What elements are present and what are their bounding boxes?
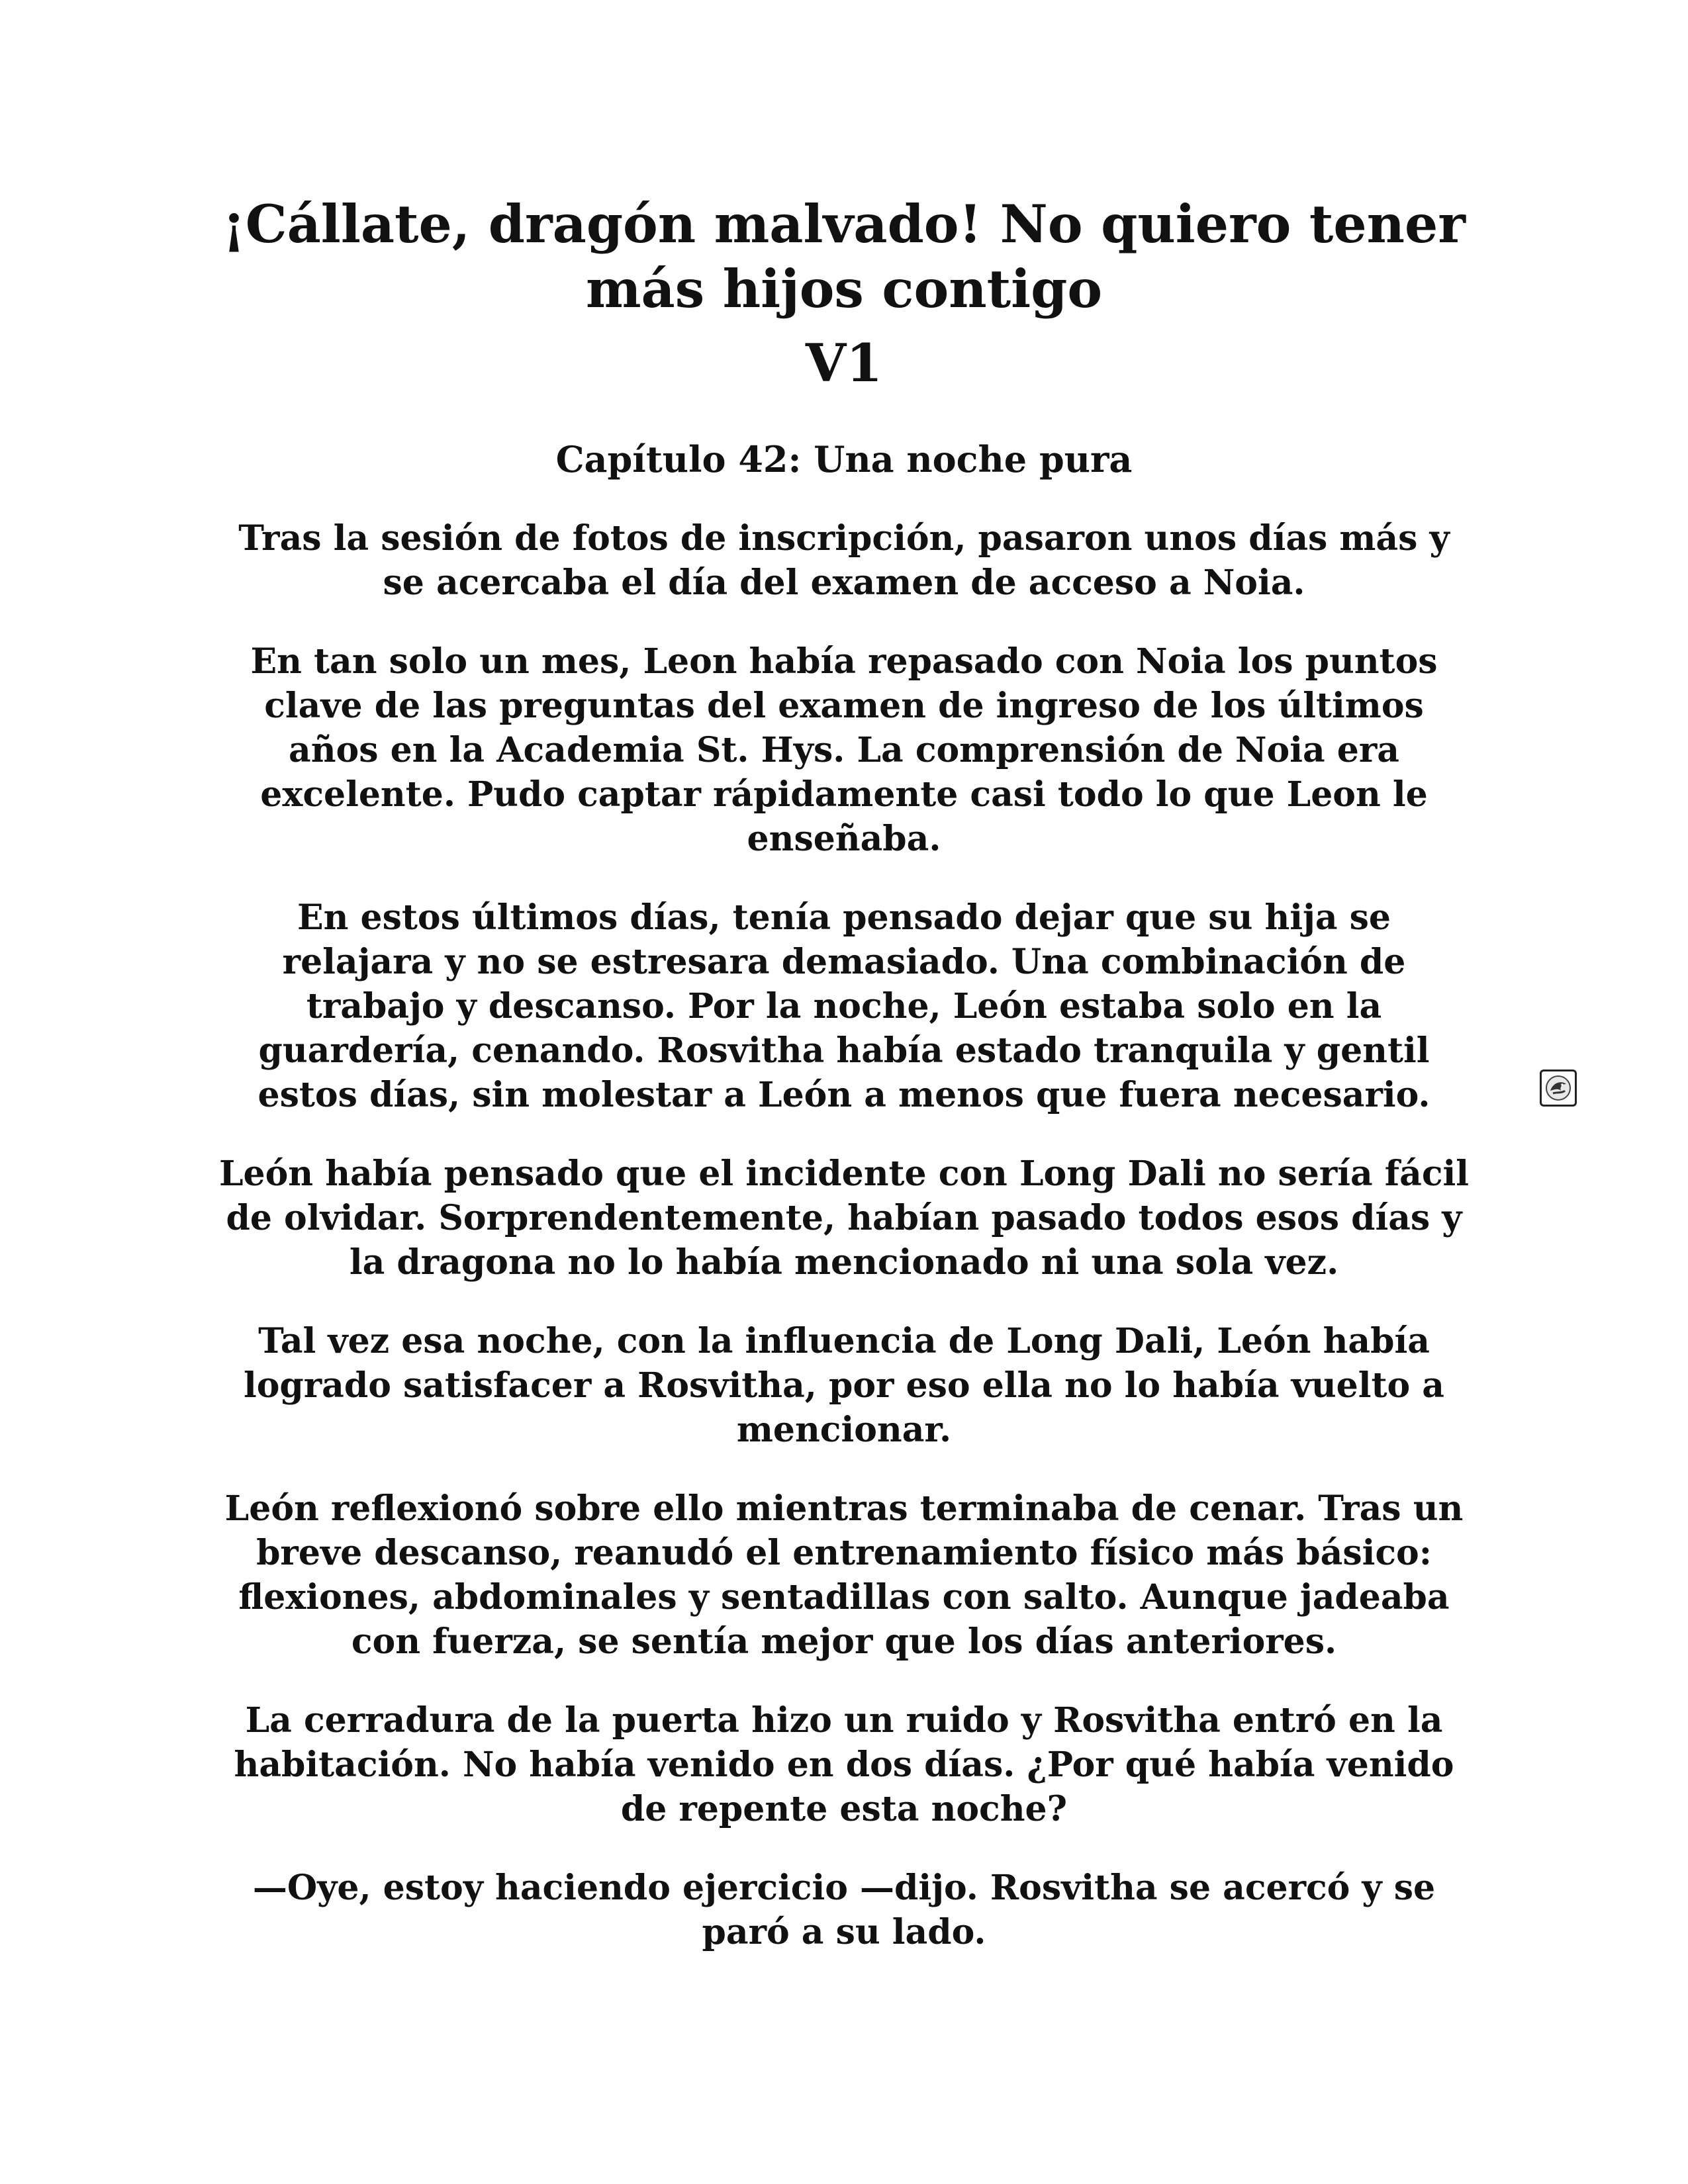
paragraph-8: —Oye, estoy haciendo ejercicio —dijo. Rosvitha se acercó y se paró a su lado. [252, 1868, 1436, 1952]
dragon-badge-graphic [1544, 1073, 1573, 1103]
paragraph-6: León reflexionó sobre ello mientras terminaba de cenar. Tras un breve descanso, reanudó el entrenamiento físico más básico: flexiones, abdominales y sentadillas con salto. Aunque jadeaba con fuerza, se sentía mejor que los días anteriores. [224, 1488, 1464, 1662]
document-page [218, 192, 1470, 1954]
volume-label: V1 [805, 332, 883, 394]
paragraph-5: Tal vez esa noche, con la influencia de Long Dali, León había logrado satisfacer a Rosvitha, por eso ella no lo había vuelto a mencionar. [243, 1321, 1444, 1450]
paragraph-2: En tan solo un mes, Leon había repasado con Noia los puntos clave de las preguntas del examen de ingreso de los últimos años en la Academia St. Hys. La comprensión de Noia era excelente. Pudo captar rápidamente casi todo lo que Leon le enseñaba. [250, 641, 1438, 859]
paragraph-4: León había pensado que el incidente con Long Dali no sería fácil de olvidar. Sorprendentemente, habían pasado todos esos días y la dragona no lo había mencionado ni una sola vez. [218, 1154, 1470, 1283]
document-title: ¡Cállate, dragón malvado! No quiero tener más hijos contigo [222, 193, 1466, 320]
paragraph-7: La cerradura de la puerta hizo un ruido y Rosvitha entró en la habitación. No había venido en dos días. ¿Por qué había venido de repente esta noche? [234, 1700, 1454, 1829]
dragon-badge-icon [1540, 1069, 1577, 1107]
paragraph-1: Tras la sesión de fotos de inscripción, pasaron unos días más y se acercaba el día del examen de acceso a Noia. [238, 518, 1450, 603]
paragraph-3: En estos últimos días, tenía pensado dejar que su hija se relajara y no se estresara demasiado. Una combinación de trabajo y descanso. Por la noche, León estaba solo en la guardería, cenando. Rosvitha había estado tranquila y gentil estos días, sin molestar a León a menos que fuera necesario. [258, 897, 1430, 1115]
chapter-heading: Capítulo 42: Una noche pura [555, 438, 1133, 480]
